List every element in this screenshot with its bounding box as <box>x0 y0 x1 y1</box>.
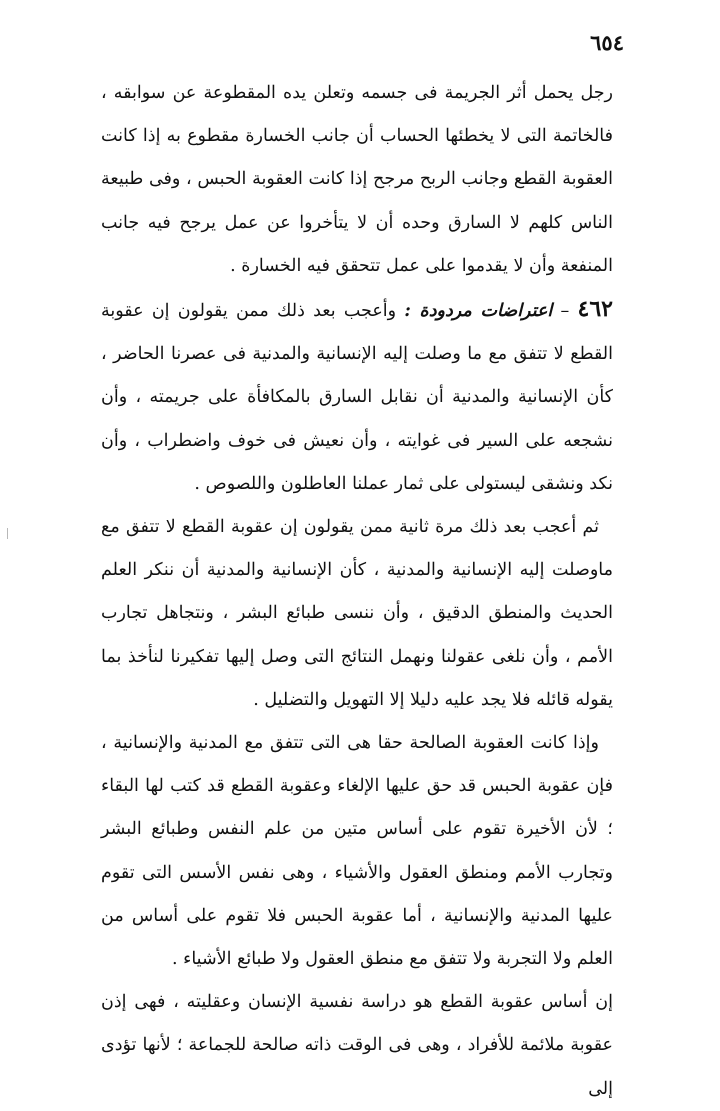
page-number: ٦٥٤ <box>590 30 624 55</box>
scan-gutter-mark <box>7 528 8 539</box>
paragraph-2-section <box>101 288 613 506</box>
paragraph-3 <box>101 506 613 722</box>
section-number: ٤٦٢ <box>577 296 613 323</box>
paragraph-3-text: ثم أعجب بعد ذلك مرة ثانية ممن يقولون إن عقوبة القطع لا تتفق مع ماوصلت إليه الإنسانية والمدنية ، كأن الإنسانية والمدنية أن ننكر العلم الحديث والمنطق الدقيق ، وأن ننسى طبائع البشر ، ونتجاهل تجارب الأمم ، وأن نلغى عقولنا ونهمل النتائج التى وصل إليها تفكيرنا لنأخذ بما يقوله قائله فلا يجد عليه دليلا إلا التهويل والتضليل . <box>101 517 613 710</box>
paragraph-5 <box>101 981 613 1111</box>
section-dash: – <box>552 301 570 322</box>
paragraph-1-text: رجل يحمل أثر الجريمة فى جسمه وتعلن يده المقطوعة عن سوابقه ، فالخاتمة التى لا يخطئها الحساب أن جانب الخسارة مقطوع به إذا كانت العقوبة القطع وجانب الربح مرجح إذا كانت العقوبة الحبس ، وفى طبيعة الناس كلهم لا السارق وحده أن لا يتأخروا عن عمل يرجح فيه جانب المنفعة وأن لا يقدموا على عمل تتحقق فيه الخسارة . <box>101 83 613 276</box>
section-heading: اعتراضات مردودة : <box>404 301 553 322</box>
paragraph-4-text: وإذا كانت العقوبة الصالحة حقا هى التى تتفق مع المدنية والإنسانية ، فإن عقوبة الحبس قد حق عليها الإلغاء وعقوبة القطع قد كتب لها البقاء ؛ لأن الأخيرة تقوم على أساس متين من علم النفس وطبائع البشر وتجارب الأمم ومنطق العقول والأشياء ، وهى نفس الأسس التى تقوم عليها المدنية والإنسانية ، أما عقوبة الحبس فلا تقوم على أساس من العلم ولا التجربة ولا تتفق مع منطق العقول ولا طبائع الأشياء . <box>101 733 613 970</box>
paragraph-1 <box>101 72 613 288</box>
paragraph-5-text: إن أساس عقوبة القطع هو دراسة نفسية الإنسان وعقليته ، فهى إذن عقوبة ملائمة للأفراد ، وهى فى الوقت ذاته صالحة للجماعة ؛ لأنها تؤدى إلى <box>101 992 613 1099</box>
paragraph-2-text: وأعجب بعد ذلك ممن يقولون إن عقوبة القطع لا تتفق مع ما وصلت إليه الإنسانية والمدنية فى عصرنا الحاضر ، كأن الإنسانية والمدنية أن نقابل السارق بالمكافأة على جريمته ، وأن نشجعه على السير فى غوايته ، وأن نعيش فى خوف واضطراب ، وأن نكد ونشقى ليستولى على ثمار عملنا العاطلون واللصوص . <box>101 301 613 494</box>
paragraph-4 <box>101 722 613 981</box>
body-text <box>101 72 613 1111</box>
